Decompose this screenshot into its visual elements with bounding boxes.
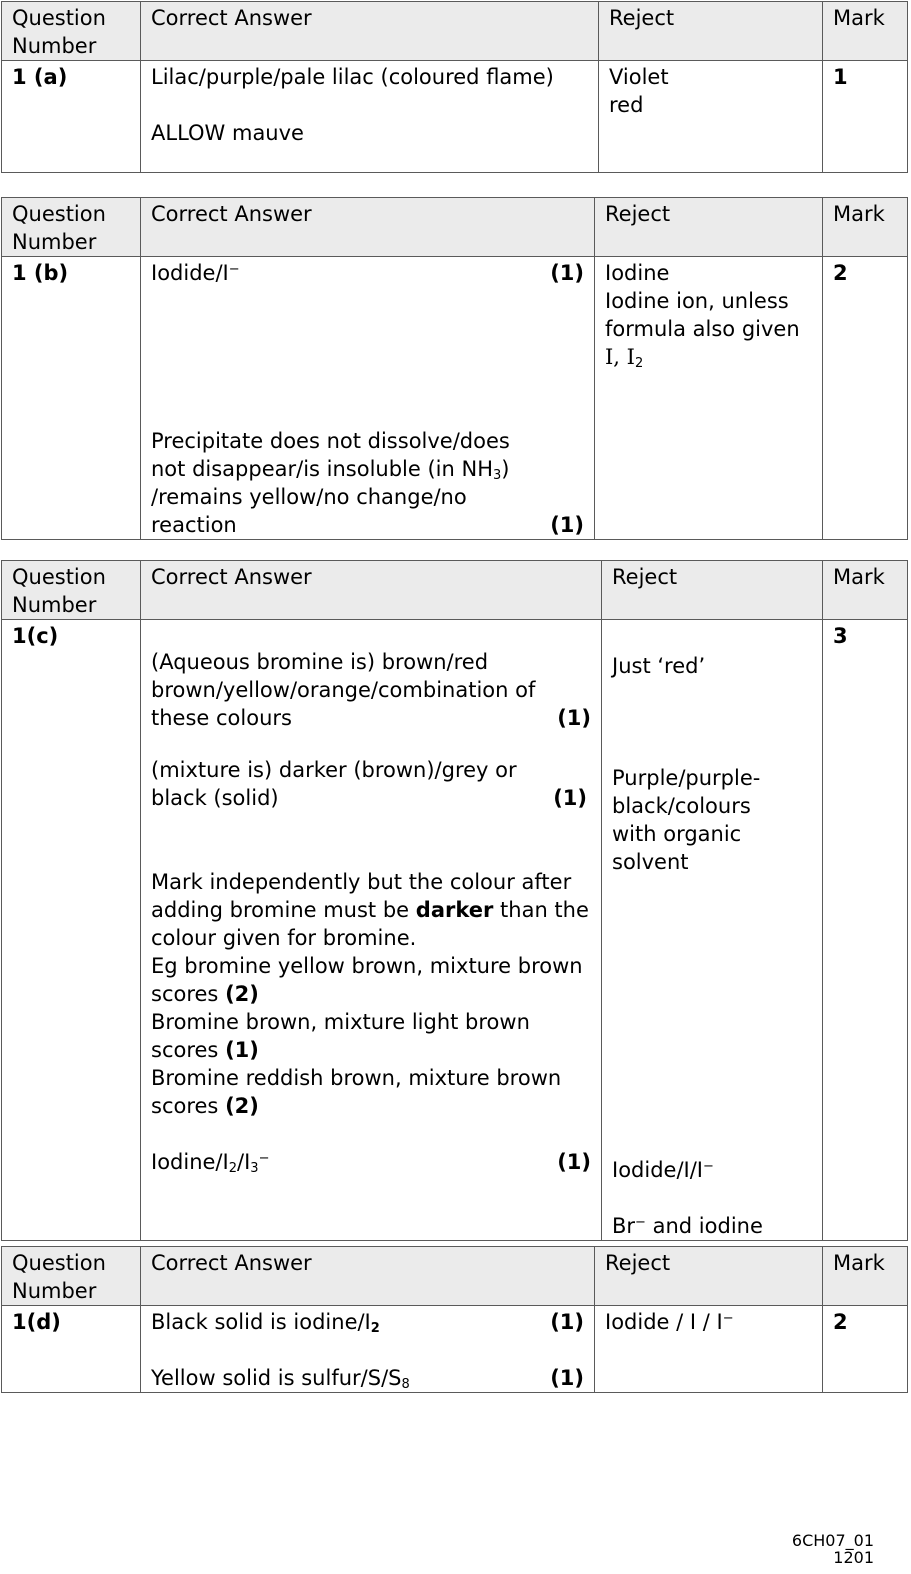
mark-allocation: (1) bbox=[550, 1310, 584, 1334]
header-mark: Mark bbox=[823, 2, 908, 61]
mark-allocation: (1) bbox=[550, 1366, 584, 1390]
header-correct-answer: Correct Answer bbox=[141, 198, 595, 257]
reject-text: Violet bbox=[609, 65, 669, 89]
subscript: 3 bbox=[250, 1161, 259, 1176]
header-mark: Mark bbox=[823, 1247, 908, 1306]
reject-cell bbox=[599, 61, 823, 173]
header-question-number: Question Number bbox=[2, 1247, 141, 1306]
charge-superscript: − bbox=[635, 1215, 646, 1230]
header-question-number: Question Number bbox=[2, 561, 141, 620]
subscript: 2 bbox=[228, 1161, 237, 1176]
marking-note bbox=[151, 868, 591, 952]
charge-superscript: − bbox=[258, 1151, 270, 1166]
answer-text: Black solid is iodine/I bbox=[151, 1310, 371, 1334]
reject-text bbox=[612, 1212, 812, 1240]
header-correct-answer: Correct Answer bbox=[141, 1247, 595, 1306]
subscript: 2 bbox=[370, 1321, 380, 1336]
answer-text: (Aqueous bromine is) brown/red brown/yellow/orange/combination of these colours bbox=[151, 650, 536, 730]
header-reject: Reject bbox=[599, 2, 823, 61]
reject-text bbox=[612, 1156, 812, 1184]
header-reject: Reject bbox=[595, 198, 823, 257]
mark-table-1a bbox=[1, 1, 908, 173]
mark-allocation: (1) bbox=[550, 261, 584, 285]
mark-table-1c bbox=[1, 560, 908, 1241]
mark-allocation: (1) bbox=[557, 1150, 591, 1174]
answer-line bbox=[151, 1364, 584, 1392]
answer-text: Precipitate does not dissolve/does not disappear/is insoluble (in NH bbox=[151, 429, 510, 481]
page-number: 1201 bbox=[833, 1548, 874, 1567]
paper-code: 6CH07_01 bbox=[791, 1531, 874, 1550]
answer-line bbox=[151, 259, 584, 287]
correct-answer-cell bbox=[141, 620, 602, 1241]
mark-table-1d bbox=[1, 1246, 908, 1393]
reject-formula: Br bbox=[612, 1214, 636, 1238]
reject-formula: Iodide/I/I bbox=[612, 1158, 703, 1182]
charge-superscript: − bbox=[703, 1159, 714, 1174]
mark-value: 2 bbox=[823, 1306, 908, 1393]
example-line bbox=[151, 1008, 591, 1064]
answer-line bbox=[151, 1148, 591, 1176]
question-number: 1 (a) bbox=[2, 61, 141, 173]
correct-answer-cell bbox=[141, 257, 595, 540]
example-score: (1) bbox=[225, 1038, 259, 1062]
answer-text: Iodide/I bbox=[151, 261, 229, 285]
page-footer bbox=[792, 1532, 874, 1566]
mark-value: 3 bbox=[823, 620, 908, 1241]
reject-formula: I, I bbox=[605, 345, 635, 369]
example-text: Bromine reddish brown, mixture brown scores bbox=[151, 1066, 562, 1118]
reject-text: Just ‘red’ bbox=[612, 654, 706, 678]
header-reject: Reject bbox=[595, 1247, 823, 1306]
example-score: (2) bbox=[225, 1094, 259, 1118]
header-correct-answer: Correct Answer bbox=[141, 2, 599, 61]
reject-cell bbox=[595, 257, 823, 540]
mark-value: 2 bbox=[823, 257, 908, 540]
answer-allow: ALLOW mauve bbox=[151, 121, 304, 145]
reject-formula: and iodine bbox=[645, 1214, 763, 1238]
mark-value: 1 bbox=[823, 61, 908, 173]
reject-text bbox=[605, 1308, 812, 1336]
reject-text: Purple/purple-black/colours with organic solvent bbox=[612, 766, 761, 874]
correct-answer-cell bbox=[141, 61, 599, 173]
question-number: 1(d) bbox=[2, 1306, 141, 1393]
reject-cell bbox=[595, 1306, 823, 1393]
reject-text: Iodine bbox=[605, 261, 670, 285]
answer-text: (mixture is) darker (brown)/grey or black (solid) bbox=[151, 758, 517, 810]
mark-table-1b bbox=[1, 197, 908, 540]
subscript: 3 bbox=[493, 468, 502, 483]
header-reject: Reject bbox=[602, 561, 823, 620]
mark-allocation: (1) bbox=[553, 786, 587, 810]
answer-text: Iodine/I bbox=[151, 1150, 229, 1174]
example-score: (2) bbox=[225, 982, 259, 1006]
example-text: Eg bromine yellow brown, mixture brown scores bbox=[151, 954, 583, 1006]
note-text: Mark independently but the colour after adding bromine must be bbox=[151, 870, 572, 922]
header-mark: Mark bbox=[823, 561, 908, 620]
question-number: 1(c) bbox=[2, 620, 141, 1241]
answer-text: ) /remains yellow/no change/no reaction bbox=[151, 457, 510, 537]
charge-superscript: − bbox=[722, 1311, 734, 1326]
header-question-number: Question Number bbox=[2, 2, 141, 61]
mark-allocation: (1) bbox=[557, 706, 591, 730]
answer-line bbox=[151, 756, 591, 812]
note-text: than the colour given for bromine. bbox=[151, 898, 589, 950]
answer-line bbox=[151, 648, 591, 732]
header-correct-answer: Correct Answer bbox=[141, 561, 602, 620]
reject-text: red bbox=[609, 93, 644, 117]
answer-text: Yellow solid is sulfur/S/S bbox=[151, 1366, 402, 1390]
example-line bbox=[151, 1064, 591, 1120]
subscript: 8 bbox=[401, 1377, 410, 1392]
answer-line bbox=[151, 1308, 584, 1336]
answer-line bbox=[151, 427, 584, 539]
reject-text bbox=[605, 343, 812, 371]
answer-text: Lilac/purple/pale lilac (coloured flame) bbox=[151, 65, 554, 89]
correct-answer-cell bbox=[141, 1306, 595, 1393]
header-question-number: Question Number bbox=[2, 198, 141, 257]
subscript: 2 bbox=[634, 356, 644, 371]
question-number: 1 (b) bbox=[2, 257, 141, 540]
reject-cell bbox=[602, 620, 823, 1241]
example-line bbox=[151, 952, 591, 1008]
note-emphasis: darker bbox=[415, 898, 494, 922]
answer-text: /I bbox=[237, 1150, 251, 1174]
example-text: Bromine brown, mixture light brown scores bbox=[151, 1010, 530, 1062]
charge-superscript: − bbox=[228, 262, 240, 277]
mark-allocation: (1) bbox=[550, 513, 584, 537]
reject-text: Iodine ion, unless formula also given bbox=[605, 289, 800, 341]
reject-formula: Iodide / I / I bbox=[605, 1310, 723, 1334]
header-mark: Mark bbox=[823, 198, 908, 257]
